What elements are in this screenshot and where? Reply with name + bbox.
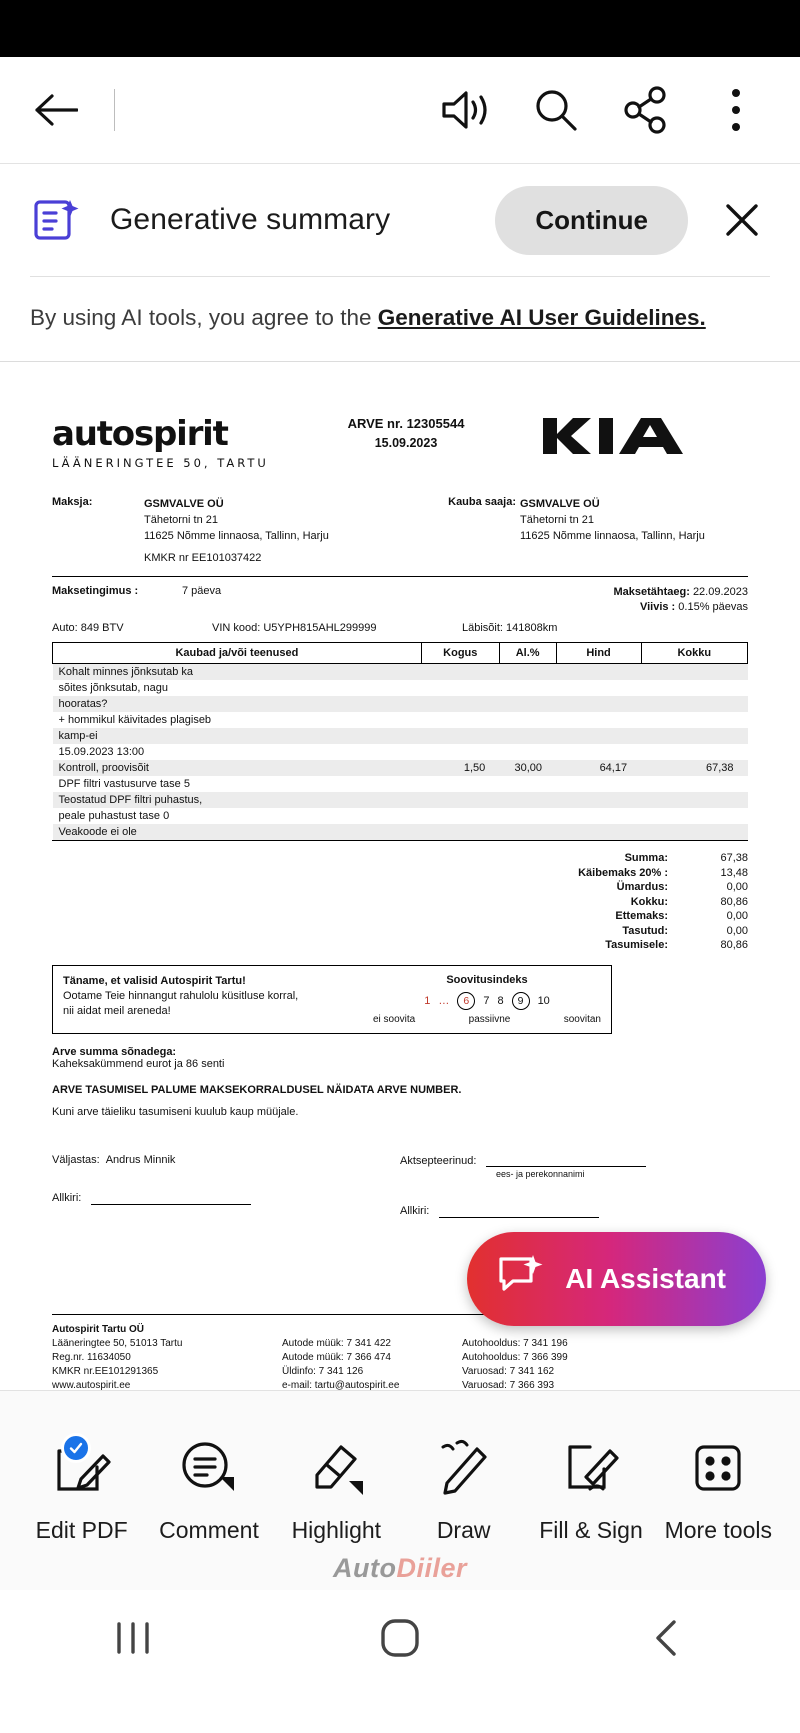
- edit-pdf-badge: [61, 1433, 91, 1463]
- scale-6: 6: [457, 992, 475, 1010]
- cell-total: [641, 744, 747, 760]
- scale-9: 9: [512, 992, 530, 1010]
- receiver-label: Kauba saaja:: [448, 496, 516, 508]
- watermark-part-1: Auto: [332, 1553, 397, 1583]
- tool-highlight-label: Highlight: [291, 1517, 382, 1543]
- cell-quantity: [421, 728, 499, 744]
- more-vertical-icon[interactable]: [704, 78, 768, 142]
- home-icon[interactable]: [340, 1617, 460, 1659]
- cell-total: [641, 680, 747, 696]
- cell-price: [556, 728, 641, 744]
- footer-reg: Reg.nr. 11634050: [52, 1351, 131, 1363]
- th-total: Kokku: [641, 643, 747, 664]
- totals-row: [448, 851, 748, 866]
- cell-discount: [499, 696, 556, 712]
- penalty-value: 0.15% päevas: [678, 601, 748, 613]
- payment-notice: ARVE TASUMISEL PALUME MAKSEKORRALDUSEL NÄIDATA ARVE NUMBER.: [52, 1083, 462, 1096]
- cell-description: 15.09.2023 13:00: [58, 746, 145, 758]
- watermark: [333, 1553, 467, 1584]
- cell-price: [556, 680, 641, 696]
- items-table: [52, 642, 748, 840]
- cell-quantity: [421, 808, 499, 824]
- footer-email: e-mail: tartu@autospirit.ee: [282, 1379, 400, 1390]
- app-toolbar: [0, 57, 800, 164]
- ownership-notice: Kuni arve täieliku tasumiseni kuulub kaup müüjale.: [52, 1105, 299, 1118]
- toolbar-divider: [114, 89, 115, 131]
- cell-total: [641, 664, 747, 681]
- pdf-viewport[interactable]: [0, 362, 800, 1390]
- table-row: [53, 760, 748, 776]
- invoice-header: [52, 408, 748, 482]
- th-quantity: Kogus: [421, 643, 499, 664]
- footer-parts-2: Varuosad: 7 366 393: [462, 1379, 555, 1390]
- receiver-address2: 11625 Nõmme linnaosa, Tallinn, Harju: [520, 530, 705, 542]
- recommendation-scale-labels: [373, 1014, 601, 1025]
- cell-description: kamp-ei: [53, 728, 422, 744]
- table-row: [53, 696, 748, 712]
- totals-label: Ümardus:: [616, 881, 668, 893]
- payer-label: Maksja:: [52, 496, 93, 508]
- totals-row: [448, 866, 748, 881]
- cell-description: + hommikul käivitades plagiseb: [58, 714, 212, 726]
- scale-label-right: soovitan: [563, 1013, 601, 1025]
- tool-draw-label: Draw: [436, 1517, 491, 1543]
- cell-price: [556, 824, 641, 840]
- cell-quantity: 1,50: [421, 760, 499, 776]
- recommendation-scale: [373, 992, 601, 1010]
- due-date-label: Maksetähtaeg:: [613, 586, 690, 598]
- cell-price: [556, 744, 641, 760]
- signature-line-right: [439, 1205, 599, 1218]
- table-row: [53, 824, 748, 840]
- cell-quantity: [421, 712, 499, 728]
- signature-block: [52, 1154, 748, 1218]
- tool-comment[interactable]: [145, 1437, 272, 1544]
- vehicle-plate: Auto: 849 BTV: [52, 622, 124, 634]
- totals-label: Tasutud:: [622, 924, 668, 937]
- divider-2: [52, 840, 748, 841]
- table-row: [53, 680, 748, 696]
- payer-address2: 11625 Nõmme linnaosa, Tallinn, Harju: [144, 530, 329, 542]
- cell-discount: [499, 792, 556, 808]
- cell-price: [556, 792, 641, 808]
- status-bar: [0, 0, 800, 57]
- table-row: [53, 712, 748, 728]
- ai-assistant-label: AI Assistant: [565, 1263, 726, 1294]
- cell-price: [556, 696, 641, 712]
- kia-logo: [520, 408, 748, 464]
- tools-bar: [0, 1390, 800, 1590]
- totals-label: Kokku:: [630, 895, 668, 908]
- cell-quantity: [421, 696, 499, 712]
- tool-highlight[interactable]: [273, 1437, 400, 1544]
- issued-by: Andrus Minnik: [105, 1153, 176, 1166]
- cell-description: Kontroll, proovisõit: [53, 760, 422, 776]
- totals-row: [448, 909, 748, 924]
- payer-name: GSMVALVE OÜ: [144, 498, 224, 510]
- cell-price: [556, 664, 641, 681]
- cell-total: [641, 696, 747, 712]
- invoice-number-block: [292, 408, 520, 450]
- totals-block: [448, 851, 748, 953]
- sum-in-words: [52, 1046, 748, 1070]
- draw-icon: [433, 1437, 495, 1499]
- tool-more-tools-label: More tools: [664, 1517, 772, 1543]
- table-row: [53, 664, 748, 681]
- highlight-icon: [305, 1437, 367, 1499]
- ai-assistant-button[interactable]: [467, 1232, 766, 1326]
- tool-draw[interactable]: [400, 1437, 527, 1544]
- tool-fill-and-sign-label: Fill & Sign: [539, 1517, 643, 1543]
- totals-label: Summa:: [624, 852, 668, 864]
- recommendation-index-title: Soovitusindeks: [446, 973, 528, 986]
- cell-discount: [499, 728, 556, 744]
- recents-icon[interactable]: [73, 1620, 193, 1656]
- cell-quantity: [421, 664, 499, 681]
- scale-label-left: ei soovita: [373, 1013, 416, 1025]
- receiver-address1: Tähetorni tn 21: [520, 514, 594, 526]
- parties-block: [52, 496, 748, 566]
- cell-description: Teostatud DPF filtri puhastus,: [53, 792, 422, 808]
- divider-1: [52, 576, 748, 577]
- feedback-box: [52, 965, 612, 1034]
- footer-service-1: Autohooldus: 7 341 196: [462, 1337, 568, 1349]
- totals-row: [448, 895, 748, 910]
- invoice-number-value: 12305544: [406, 416, 465, 431]
- footer-sales-2: Autode müük: 7 366 474: [282, 1351, 391, 1363]
- payment-terms-value: 7 päeva: [182, 585, 222, 597]
- tool-more-tools[interactable]: [655, 1437, 782, 1544]
- cell-description: peale puhastust tase 0: [58, 810, 170, 822]
- totals-value: 80,86: [720, 895, 748, 908]
- cell-description: Veakoode ei ole: [53, 824, 422, 840]
- more-tools-icon: [687, 1437, 749, 1499]
- th-discount: Al.%: [499, 643, 556, 664]
- footer-address: Lääneringtee 50, 51013 Tartu: [52, 1337, 183, 1349]
- sum-in-words-label: Arve summa sõnadega:: [52, 1045, 177, 1058]
- cell-discount: [499, 680, 556, 696]
- cell-total: [641, 808, 747, 824]
- scale-label-mid: passiivne: [468, 1013, 511, 1025]
- sum-in-words-value: Kaheksakümmend eurot ja 86 senti: [52, 1057, 225, 1070]
- sign-label-left: Allkiri:: [52, 1191, 82, 1204]
- feedback-line3: nii aidat meil areneda!: [63, 1004, 171, 1017]
- edit-pdf-icon: [51, 1437, 113, 1499]
- ai-guidelines-link[interactable]: Generative AI User Guidelines.: [377, 305, 706, 330]
- scale-1: 1: [424, 994, 431, 1007]
- payment-terms-block: [52, 585, 748, 615]
- scale-7: 7: [483, 994, 490, 1007]
- scale-8: 8: [497, 994, 504, 1007]
- vehicle-line: [52, 622, 748, 634]
- totals-row: [448, 938, 748, 953]
- share-icon[interactable]: [614, 78, 678, 142]
- scale-dots: …: [438, 994, 450, 1007]
- tool-edit-pdf-label: Edit PDF: [35, 1517, 128, 1543]
- cell-description: Kohalt minnes jõnksutab ka: [53, 664, 422, 681]
- cell-total: [641, 824, 747, 840]
- cell-price: 64,17: [556, 760, 641, 776]
- receiver-block: [400, 496, 748, 566]
- totals-value: 0,00: [726, 924, 748, 937]
- totals-row: [448, 880, 748, 895]
- totals-label: Tasumisele:: [605, 939, 668, 951]
- scale-10: 10: [537, 994, 550, 1007]
- invoice-number-label: ARVE nr.: [347, 416, 403, 431]
- table-row: [53, 792, 748, 808]
- sign-label-right: Allkiri:: [400, 1204, 430, 1217]
- cell-quantity: [421, 824, 499, 840]
- accepted-line: [486, 1154, 646, 1167]
- totals-value: 0,00: [726, 910, 748, 922]
- cell-total: [641, 712, 747, 728]
- fill-and-sign-icon: [560, 1437, 622, 1499]
- generative-summary-banner: [0, 164, 800, 276]
- table-row: [53, 744, 748, 760]
- continue-button[interactable]: Continue: [495, 186, 688, 255]
- company-logo-name: autospirit: [52, 414, 228, 454]
- company-logo-subtitle: LÄÄNERINGTEE 50, TARTU: [52, 456, 269, 470]
- footer-service-2: Autohooldus: 7 366 399: [462, 1351, 568, 1363]
- footer-kmkr: KMKR nr.EE101291365: [52, 1365, 159, 1377]
- tool-fill-and-sign[interactable]: [527, 1437, 654, 1544]
- tool-comment-label: Comment: [159, 1517, 259, 1543]
- th-price: Hind: [556, 643, 641, 664]
- cell-price: [556, 808, 641, 824]
- table-row: [53, 808, 748, 824]
- issued-label: Väljastas:: [52, 1153, 100, 1166]
- cell-discount: [499, 664, 556, 681]
- payer-block: [52, 496, 400, 566]
- android-nav-bar: [0, 1590, 800, 1685]
- cell-price: [556, 712, 641, 728]
- cell-discount: [499, 712, 556, 728]
- accepted-label: Aktsepteerinud:: [400, 1154, 477, 1167]
- receiver-name: GSMVALVE OÜ: [520, 498, 600, 510]
- feedback-line2: Ootame Teie hinnangut rahulolu küsitluse korral,: [63, 989, 299, 1002]
- totals-label: Käibemaks 20% :: [578, 866, 668, 879]
- company-logo: [52, 408, 292, 470]
- nav-back-icon[interactable]: [607, 1618, 727, 1658]
- totals-row: [448, 924, 748, 939]
- totals-value: 13,48: [720, 866, 748, 879]
- cell-discount: [499, 824, 556, 840]
- invoice-date: 15.09.2023: [374, 436, 438, 450]
- cell-quantity: [421, 792, 499, 808]
- cell-discount: [499, 744, 556, 760]
- cell-description: DPF filtri vastusurve tase 5: [58, 778, 190, 790]
- footer-parts-1: Varuosad: 7 341 162: [462, 1365, 555, 1377]
- payer-address1: Tähetorni tn 21: [144, 514, 218, 526]
- cell-total: [641, 728, 747, 744]
- cell-total: [641, 776, 747, 792]
- footer-web: www.autospirit.ee: [52, 1379, 131, 1390]
- totals-value: 67,38: [720, 852, 748, 864]
- footer-sales-1: Autode müük: 7 341 422: [282, 1337, 391, 1349]
- ai-summary-icon: [30, 194, 82, 246]
- cell-discount: [499, 776, 556, 792]
- accepted-caption: ees- ja perekonnanimi: [496, 1168, 585, 1179]
- comment-icon: [178, 1437, 240, 1499]
- ai-terms-note: [0, 277, 800, 362]
- totals-value: 0,00: [726, 881, 748, 893]
- ai-terms-text: By using AI tools, you agree to the: [30, 305, 378, 330]
- invoice-footer: [52, 1323, 748, 1391]
- speaker-icon[interactable]: [434, 78, 498, 142]
- search-icon[interactable]: [524, 78, 588, 142]
- totals-label: Ettemaks:: [615, 910, 668, 922]
- cell-description: sõites jõnksutab, nagu: [58, 682, 168, 694]
- cell-quantity: [421, 744, 499, 760]
- back-arrow-icon[interactable]: [28, 82, 84, 138]
- penalty-label: Viivis :: [639, 601, 676, 613]
- ai-assistant-icon: [497, 1253, 543, 1306]
- tool-edit-pdf[interactable]: [18, 1437, 145, 1544]
- vehicle-vin: VIN kood: U5YPH815AHL299999: [212, 622, 377, 634]
- table-row: [53, 728, 748, 744]
- cell-quantity: [421, 680, 499, 696]
- cell-total: [641, 792, 747, 808]
- cell-discount: [499, 808, 556, 824]
- cell-price: [556, 776, 641, 792]
- cell-description: hooratas?: [53, 696, 422, 712]
- signature-line-left: [91, 1192, 251, 1205]
- footer-company: Autospirit Tartu OÜ: [52, 1323, 145, 1335]
- vehicle-odometer: Läbisõit: 141808km: [462, 622, 558, 634]
- cell-total: 67,38: [641, 760, 747, 776]
- due-date-value: 22.09.2023: [692, 586, 748, 598]
- feedback-thanks: Täname, et valisid Autospirit Tartu!: [63, 974, 246, 987]
- table-row: [53, 776, 748, 792]
- totals-value: 80,86: [720, 939, 748, 951]
- th-description: Kaubad ja/või teenused: [53, 643, 422, 664]
- payer-vat: KMKR nr EE101037422: [144, 552, 262, 564]
- cell-quantity: [421, 776, 499, 792]
- items-table-header-row: [53, 643, 748, 664]
- watermark-part-2: Diiler: [396, 1553, 468, 1583]
- close-icon[interactable]: [714, 192, 770, 248]
- payment-terms-label: Maksetingimus :: [52, 585, 139, 597]
- page-title: Generative summary: [110, 203, 391, 236]
- cell-discount: 30,00: [499, 760, 556, 776]
- footer-general: Üldinfo: 7 341 126: [282, 1365, 364, 1377]
